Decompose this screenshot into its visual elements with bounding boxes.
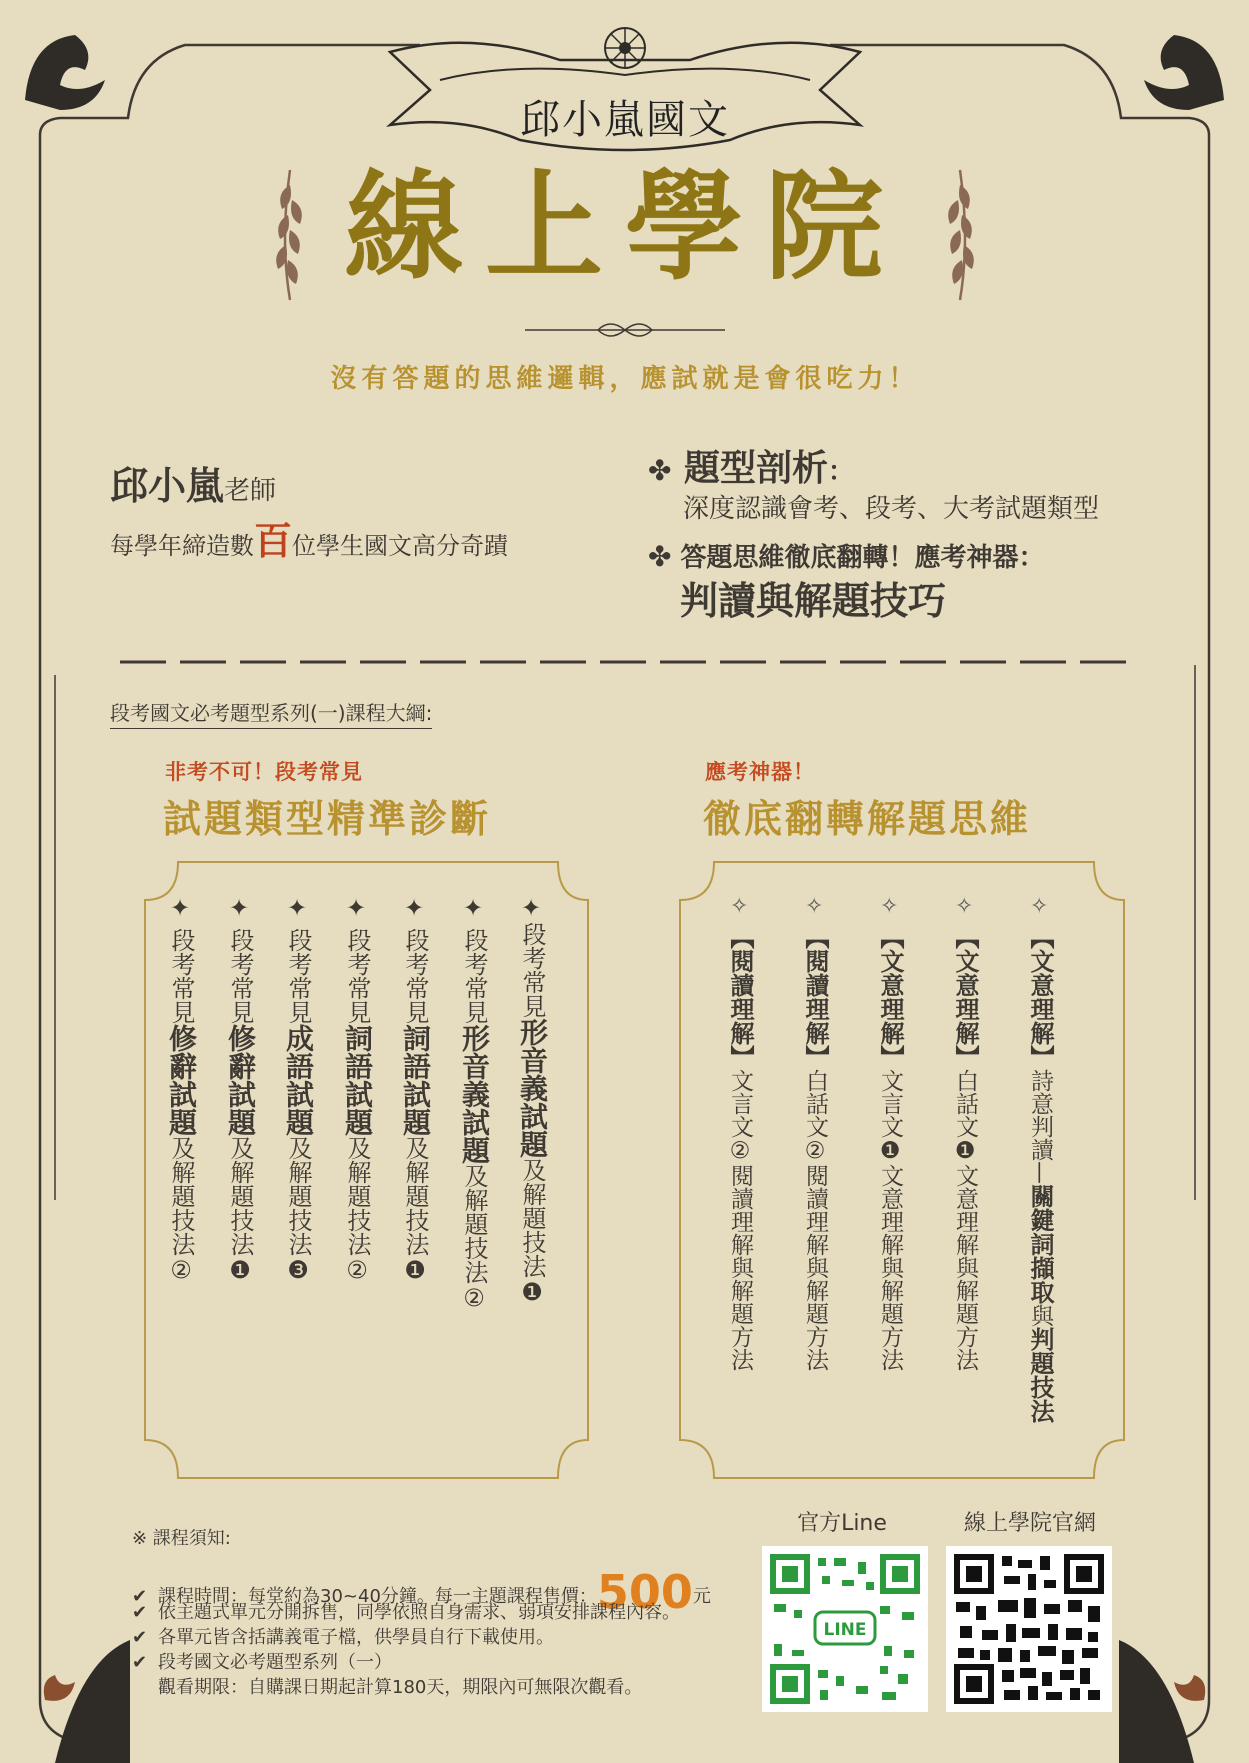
feature-1-title-text: 題型剖析 [684, 448, 829, 489]
left-course-4: 段考常見詞語試題及解題技法② [341, 928, 374, 1284]
note-2: ✔ 依主題式單元分開拆售，同學依照自身需求、弱項安排課程內容。 [132, 1602, 680, 1623]
check-icon: ✔ [132, 1602, 148, 1623]
note-4: ✔ 段考國文必考題型系列（一） [132, 1652, 392, 1673]
feature-1-title [648, 440, 854, 491]
star-icon: ✦ [463, 894, 484, 922]
price: 500 [596, 1565, 693, 1619]
slogan: 沒有答題的思維邏輯，應試就是會很吃力！ [330, 364, 920, 394]
left-section-subtitle: 非考不可！段考常見 [165, 760, 363, 784]
course-outline-label: 段考國文必考題型系列(一)課程大綱: [110, 697, 432, 729]
hollow-star-icon: ✧ [1030, 894, 1049, 919]
star-icon: ✦ [170, 894, 191, 922]
main-title: 線上學院 [344, 157, 905, 296]
check-icon: ✔ [132, 1652, 148, 1673]
left-course-1: 段考常見修辭試題及解題技法② [165, 928, 198, 1284]
star-icon: ✦ [521, 894, 542, 922]
note-5: 觀看期限：自購課日期起計算180天，期限內可無限次觀看。 [158, 1677, 643, 1698]
clover-icon: ✤ [648, 540, 672, 573]
feature-2-title-text: 答題思維徹底翻轉！應考神器： [680, 543, 1045, 573]
left-section-title: 試題類型精準診斷 [163, 797, 492, 841]
hollow-star-icon: ✧ [805, 894, 824, 919]
left-course-6: 段考常見形音義試題及解題技法② [458, 928, 491, 1312]
feature-2-desc: 判讀與解題技巧 [680, 579, 947, 623]
star-icon: ✦ [229, 894, 250, 922]
note-3: ✔ 各單元皆含括講義電子檔，供學員自行下載使用。 [132, 1627, 554, 1648]
site-qr-code[interactable] [946, 1546, 1112, 1712]
clover-icon: ✤ [648, 454, 672, 487]
right-course-3: 【文意理解】文言文❶文意理解與解題方法 [876, 925, 904, 1371]
brand-ribbon-text: 邱小嵐國文 [520, 97, 730, 143]
left-course-5: 段考常見詞語試題及解題技法❶ [399, 928, 432, 1284]
right-section-subtitle: 應考神器！ [705, 760, 815, 784]
line-badge: LINE [823, 1620, 867, 1640]
hollow-star-icon: ✧ [730, 894, 749, 919]
left-course-3: 段考常見成語試題及解題技法❸ [282, 928, 315, 1284]
right-course-2: 【閱讀理解】白話文②閱讀理解與解題方法 [801, 925, 829, 1371]
teacher-desc-highlight: 百 [254, 519, 293, 563]
teacher-name [110, 455, 276, 510]
right-course-4: 【文意理解】白話文❶文意理解與解題方法 [951, 925, 979, 1371]
star-icon: ✦ [287, 894, 308, 922]
note-1: ✔ 課程時間：每堂約為30~40分鐘。每一主題課程售價：500元 [132, 1565, 711, 1619]
hollow-star-icon: ✧ [880, 894, 899, 919]
feature-2-title [648, 537, 1045, 574]
hollow-star-icon: ✧ [955, 894, 974, 919]
right-course-5: 【文意理解】詩意判讀—關鍵詞擷取與判題技法 [1026, 925, 1054, 1423]
teacher-title-suffix: 老師 [224, 476, 277, 506]
site-qr-label: 線上學院官網 [963, 1511, 1096, 1536]
teacher-name-text: 邱小嵐 [110, 464, 225, 508]
site-qr-graphic [954, 1554, 1104, 1704]
line-qr-graphic [770, 1554, 920, 1704]
teacher-desc-after: 位學生國文高分奇蹟 [292, 532, 509, 560]
right-course-1: 【閱讀理解】文言文②閱讀理解與解題方法 [726, 925, 754, 1371]
right-section-title: 徹底翻轉解題思維 [703, 797, 1032, 841]
check-icon: ✔ [132, 1627, 148, 1648]
left-course-7: 段考常見形音義試題及解題技法❶ [516, 922, 549, 1306]
teacher-description [110, 510, 508, 565]
check-icon: ✔ [132, 1586, 148, 1607]
feature-1-colon: ： [828, 457, 855, 487]
star-icon: ✦ [346, 894, 367, 922]
left-course-2: 段考常見修辭試題及解題技法❶ [224, 928, 257, 1284]
line-qr-code[interactable] [762, 1546, 928, 1712]
teacher-desc-before: 每學年締造數 [110, 532, 254, 560]
star-icon: ✦ [404, 894, 425, 922]
feature-1-desc: 深度認識會考、段考、大考試題類型 [683, 494, 1100, 524]
line-qr-label: 官方Line [797, 1511, 887, 1536]
notes-title: ※ 課程須知: [132, 1528, 231, 1549]
